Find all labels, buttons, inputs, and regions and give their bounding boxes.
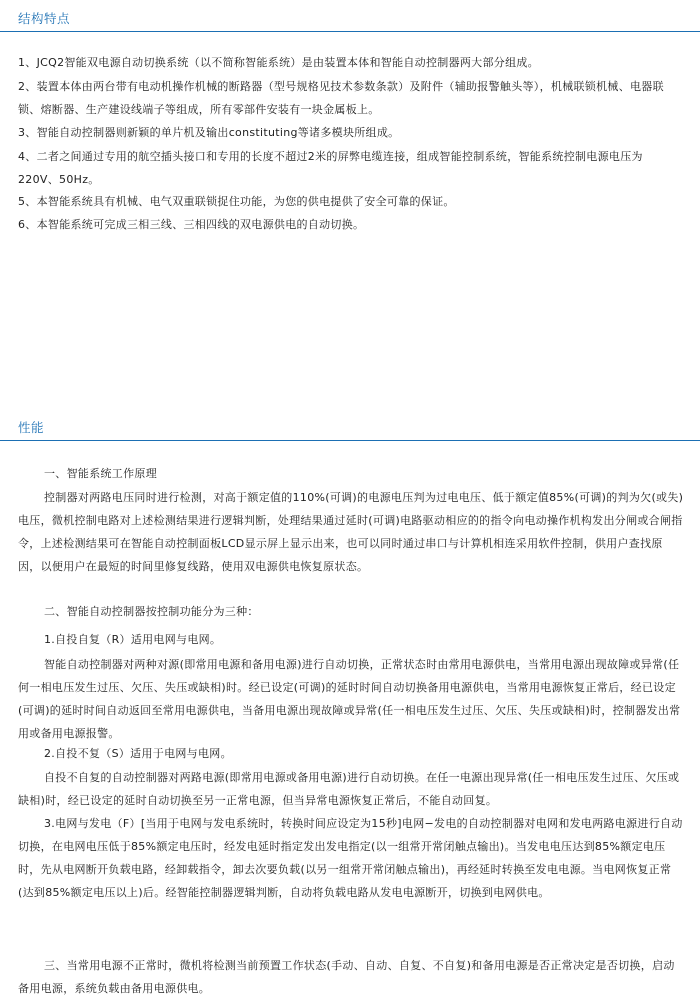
type-s-heading: 2.自投不复（S）适用于电网与电网。 (44, 747, 232, 760)
subheading-control-types: 二、智能自动控制器按控制功能分为三种： (44, 605, 259, 618)
paragraph-type-r: 智能自动控制器对两种对源(即常用电源和备用电源)进行自动切换，正常状态时由常用电源供电，当常用电源出现故障或异常(任何一相电压发生过压、欠压、失压或缺相)时。经已设定(可调)的延时时间自动切换备用电源供电，当常用电源恢复正常后，经已设定(可调)的延时时间自动返回至常用电源供电，当备用电源出现故障或异常(任一相电压发生过压、欠压、失压或缺相)时，控制器发出常用或备用电源报警。 (18, 658, 681, 740)
structure-item-5: 5、本智能系统具有机械、电气双重联锁捉住功能，为您的供电提供了安全可靠的保证。 (18, 195, 455, 208)
section-title: 结构特点 (18, 11, 71, 26)
structure-item-3: 3、智能自动控制器则新颖的单片机及输出constituting等诸多模块所组成。 (18, 126, 400, 139)
paragraph-backup-switch: 三、当常用电源不正常时，微机将检测当前预置工作状态(手动、自动、自复、不自复)和备用电源是否正常决定是否切换，启动备用电源，系统负载由备用电源供电。 (18, 959, 675, 995)
subheading-working-principle: 一、智能系统工作原理 (44, 467, 157, 480)
structure-item-4: 4、二者之间通过专用的航空插头接口和专用的长度不超过2米的屏弊电缆连接，组成智能控制系统，智能系统控制电源电压为220V、50Hz。 (18, 150, 643, 186)
structure-item-6: 6、本智能系统可完成三相三线、三相四线的双电源供电的自动切换。 (18, 218, 365, 231)
section-header-structure (0, 0, 700, 32)
structure-item-2: 2、装置本体由两台带有电动机操作机械的断路器（型号规格见技术参数条款）及附件（辅助报警触头等），机械联锁机械、电器联锁、熔断器、生产建设线端子等组成，所有零部件安装有一块金属板上。 (18, 80, 664, 116)
paragraph-type-f: 3.电网与发电（F）[当用于电网与发电系统时，转换时间应设定为15秒]电网−发电的自动控制器对电网和发电两路电源进行自动切换，在电网电压低于85%额定电压时，经发电延时指定发出发电指定(以一组常开常闭触点输出)。当发电电压达到85%额定电压时，先从电网断开负载电路，经卸载指令，卸去次要负载(以另一组常开常闭触点输出)，再经延时转换至发电电源。当电网恢复正常(达到85%额定电压以上)后。经智能控制器逻辑判断，自动将负载电路从发电电源断开，切换到电网供电。 (18, 817, 683, 899)
paragraph-working-principle: 控制器对两路电压同时进行检测，对高于额定值的110%(可调)的电源电压判为过电电压、低于额定值85%(可调)的判为欠(或失)电压，微机控制电路对上述检测结果进行逻辑判断，处理结果通过延时(可调)电路驱动相应的的指令向电动操作机构发出分闸或合闸指令，上述检测结果可在智能自动控制面板LCD显示屏上显示出来，也可以同时通过串口与计算机相连采用软件控制，供用户查找原因，以便用户在最短的时间里修复线路，使用双电源供电恢复原状态。 (18, 491, 684, 573)
type-r-heading: 1.自投自复（R）适用电网与电网。 (44, 633, 222, 646)
section-title: 性能 (18, 420, 45, 435)
structure-item-1: 1、JCQ2智能双电源自动切换系统（以不简称智能系统）是由装置本体和智能自动控制器两大部分组成。 (18, 56, 539, 69)
section-header-performance (0, 415, 700, 441)
paragraph-type-s: 自投不自复的自动控制器对两路电源(即常用电源或备用电源)进行自动切换。在任一电源出现异常(任一相电压发生过压、欠压或缺相)时，经已设定的延时自动切换至另一正常电源，但当异常电源恢复正常后，不能自动回复。 (18, 771, 680, 807)
